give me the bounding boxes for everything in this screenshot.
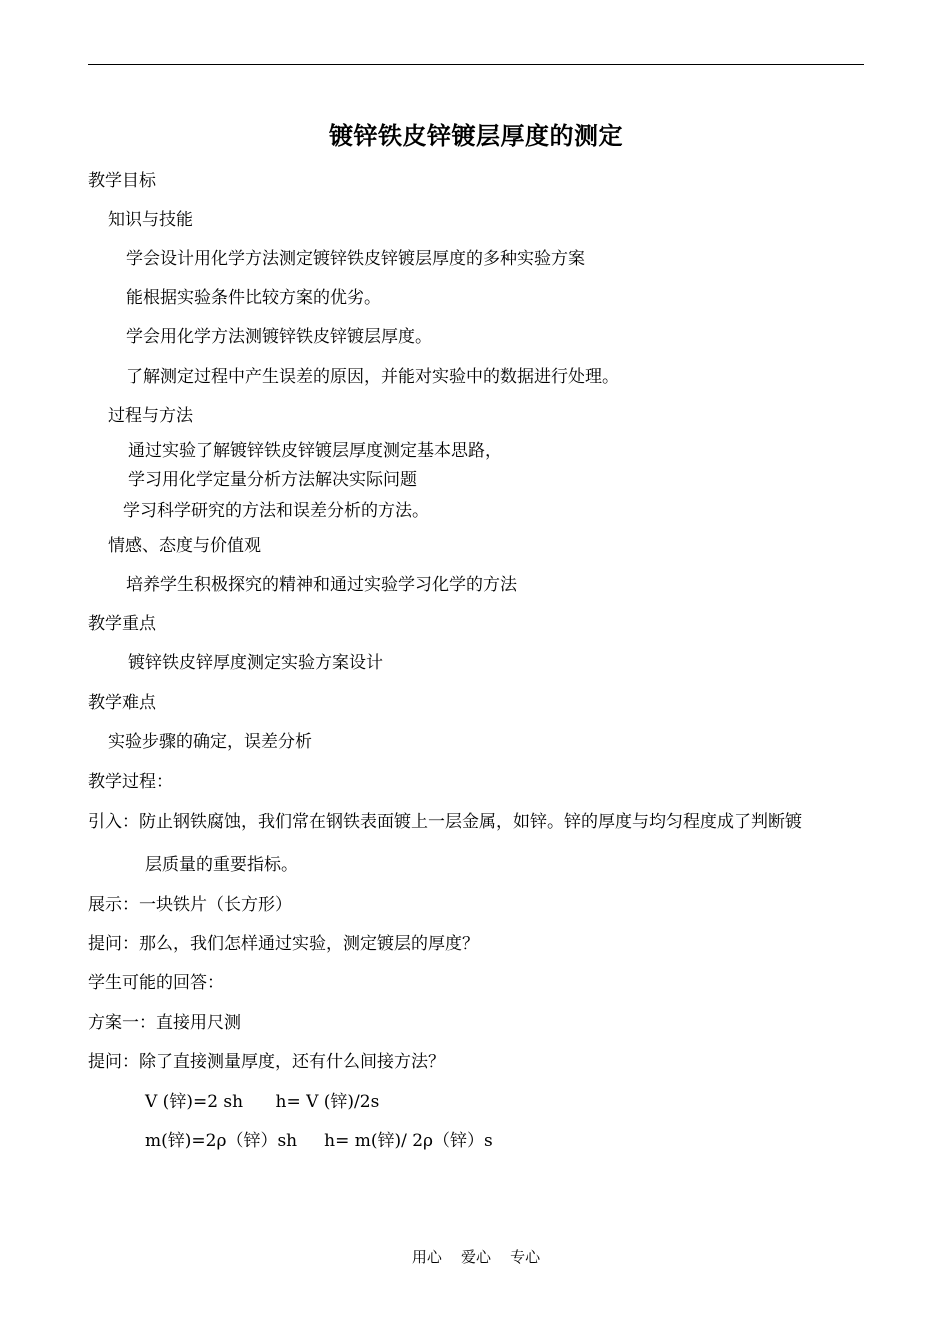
intro-paragraph-continued: 层质量的重要指标。 [145, 855, 298, 875]
subheading-process-methods: 过程与方法 [108, 406, 193, 426]
heading-teaching-goals: 教学目标 [88, 171, 156, 191]
display-line: 展示：一块铁片（长方形） [88, 895, 292, 915]
subheading-knowledge-skills: 知识与技能 [108, 210, 193, 230]
document-title: 镀锌铁皮锌镀层厚度的测定 [329, 121, 623, 150]
heading-teaching-process: 教学过程： [88, 772, 173, 792]
formula-volume: V (锌)=2 sh h= V (锌)/2s [145, 1092, 380, 1112]
question-line: 提问：除了直接测量厚度，还有什么间接方法？ [88, 1052, 445, 1072]
goal-line: 培养学生积极探究的精神和通过实验学习化学的方法 [126, 575, 517, 595]
plan-one-line: 方案一：直接用尺测 [88, 1013, 241, 1033]
header-rule [88, 64, 864, 65]
goal-line: 通过实验了解镀锌铁皮锌镀层厚度测定基本思路， [128, 441, 502, 461]
goal-line: 了解测定过程中产生误差的原因，并能对实验中的数据进行处理。 [126, 367, 619, 387]
student-answer-heading: 学生可能的回答： [88, 973, 224, 993]
intro-paragraph: 引入：防止钢铁腐蚀，我们常在钢铁表面镀上一层金属，如锌。锌的厚度与均匀程度成了判断镀 [88, 812, 802, 832]
goal-line: 学会用化学方法测镀锌铁皮锌镀层厚度。 [126, 327, 432, 347]
key-point-line: 镀锌铁皮锌厚度测定实验方案设计 [128, 653, 383, 673]
formula-mass: m(锌)=2ρ（锌）sh h= m(锌)/ 2ρ（锌）s [145, 1131, 493, 1151]
goal-line: 学习用化学定量分析方法解决实际问题 [128, 470, 417, 490]
heading-key-points: 教学重点 [88, 614, 156, 634]
goal-line: 学习科学研究的方法和误差分析的方法。 [123, 501, 429, 521]
question-line: 提问：那么，我们怎样通过实验，测定镀层的厚度？ [88, 934, 479, 954]
subheading-emotion-values: 情感、态度与价值观 [108, 536, 261, 556]
page-footer: 用心 爱心 专心 [411, 1248, 541, 1266]
goal-line: 学会设计用化学方法测定镀锌铁皮锌镀层厚度的多种实验方案 [126, 249, 585, 269]
heading-difficulties: 教学难点 [88, 693, 156, 713]
goal-line: 能根据实验条件比较方案的优劣。 [126, 288, 381, 308]
difficulty-line: 实验步骤的确定，误差分析 [108, 732, 312, 752]
